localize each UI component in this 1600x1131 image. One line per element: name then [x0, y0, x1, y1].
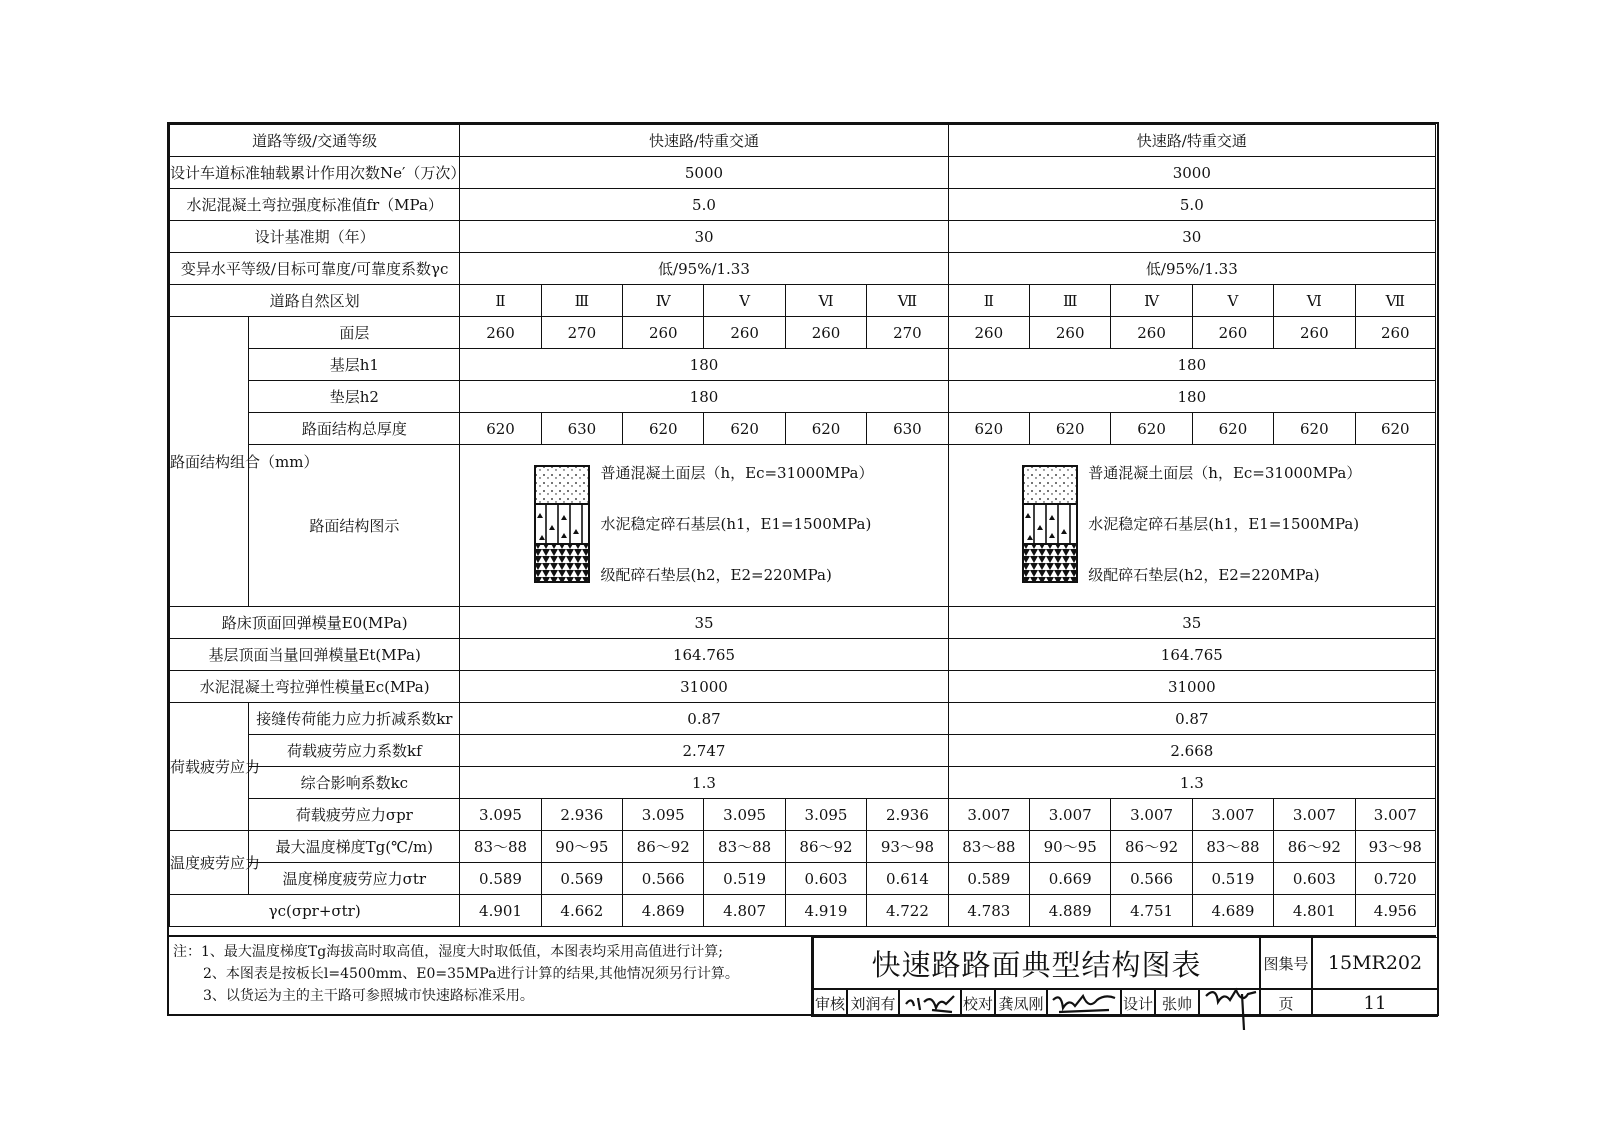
- str-value: 0.589: [460, 863, 541, 895]
- tg-value: 93～98: [867, 831, 948, 863]
- cushion-layer-row: [170, 381, 1436, 413]
- total-stress-label: γc(σpr+σtr): [170, 895, 460, 927]
- notes: [169, 937, 809, 1017]
- surface-thickness-value: 260: [460, 317, 541, 349]
- str-value: 0.566: [1111, 863, 1192, 895]
- structure-diagram-right: [948, 445, 1435, 607]
- subgrade-modulus-row-right: 35: [948, 607, 1435, 639]
- atlas-label: 图集号: [1260, 937, 1312, 989]
- spr-label: 荷载疲劳应力σpr: [249, 799, 460, 831]
- str-value: 0.519: [1192, 863, 1273, 895]
- structure-diagram-label: 路面结构图示: [249, 445, 460, 607]
- reviewer-name: 刘润有: [847, 989, 899, 1017]
- review-label: 审核: [813, 989, 847, 1017]
- spr-value: 3.007: [1355, 799, 1435, 831]
- designer-name: 张帅: [1155, 989, 1199, 1017]
- footer: [169, 935, 1436, 1017]
- subgrade-modulus-row-label: 路床顶面回弹模量E0(MPa): [170, 607, 460, 639]
- climate-zone-label: 道路自然区划: [170, 285, 460, 317]
- surface-thickness-value: 260: [1030, 317, 1111, 349]
- checker-name: 龚凤刚: [995, 989, 1047, 1017]
- total-thickness-label: 路面结构总厚度: [249, 413, 460, 445]
- total-thickness-value: 620: [1274, 413, 1355, 445]
- total-stress-value: 4.662: [541, 895, 622, 927]
- spr-row: [170, 799, 1436, 831]
- concrete-modulus-row-left: 31000: [460, 671, 948, 703]
- total-stress-value: 4.783: [948, 895, 1029, 927]
- climate-zone-value: Ⅳ: [1111, 285, 1192, 317]
- drawing-sheet: [167, 122, 1439, 1016]
- total-thickness-value: 620: [785, 413, 866, 445]
- kf-left: 2.747: [460, 735, 948, 767]
- axle-load-row-right: 3000: [948, 157, 1435, 189]
- total-stress-value: 4.751: [1111, 895, 1192, 927]
- surface-thickness-value: 260: [1111, 317, 1192, 349]
- total-stress-value: 4.869: [623, 895, 704, 927]
- total-thickness-value: 620: [623, 413, 704, 445]
- base-equivalent-modulus-row-left: 164.765: [460, 639, 948, 671]
- pavement-layers-icon: [534, 465, 590, 583]
- climate-zone-value: Ⅲ: [541, 285, 622, 317]
- flexural-strength-row-label: 水泥混凝土弯拉强度标准值fr（MPa）: [170, 189, 460, 221]
- layer-legend: [1022, 465, 1361, 583]
- legend-labels: [1088, 465, 1361, 583]
- note-3: 3、以货运为主的主干路可参照城市快速路标准采用。: [203, 988, 534, 1004]
- spr-value: 3.007: [1030, 799, 1111, 831]
- axle-load-row-left: 5000: [460, 157, 948, 189]
- pavement-layers-icon: [1022, 465, 1078, 583]
- base-equivalent-modulus-row: [170, 639, 1436, 671]
- legend-labels: [600, 465, 873, 583]
- total-thickness-value: 620: [948, 413, 1029, 445]
- surface-layer-row: [170, 317, 1436, 349]
- kr-right: 0.87: [948, 703, 1435, 735]
- temperature-fatigue-group-label: 温度疲劳应力: [170, 831, 249, 895]
- axle-load-row-label: 设计车道标准轴载累计作用次数Ne′（万次）: [170, 157, 460, 189]
- variation-level-row-left: 低/95%/1.33: [460, 253, 948, 285]
- climate-zone-value: Ⅵ: [1274, 285, 1355, 317]
- climate-zone-value: Ⅵ: [785, 285, 866, 317]
- tg-row: [170, 831, 1436, 863]
- climate-zone-value: Ⅴ: [704, 285, 785, 317]
- climate-zone-value: Ⅳ: [623, 285, 704, 317]
- design-period-row-label: 设计基准期（年）: [170, 221, 460, 253]
- flexural-strength-row-left: 5.0: [460, 189, 948, 221]
- legend-label: 级配碎石垫层(h2，E2=220MPa): [1088, 566, 1320, 584]
- climate-zone-value: Ⅱ: [460, 285, 541, 317]
- str-value: 0.720: [1355, 863, 1435, 895]
- concrete-modulus-row-right: 31000: [948, 671, 1435, 703]
- kr-left: 0.87: [460, 703, 948, 735]
- spr-value: 3.095: [785, 799, 866, 831]
- reviewer-signature: [899, 989, 961, 1017]
- total-stress-value: 4.901: [460, 895, 541, 927]
- total-stress-value: 4.689: [1192, 895, 1273, 927]
- total-thickness-value: 620: [1192, 413, 1273, 445]
- drawing-title: 快速路路面典型结构图表: [813, 937, 1260, 989]
- tg-value: 93～98: [1355, 831, 1435, 863]
- spr-value: 3.095: [623, 799, 704, 831]
- surface-thickness-value: 260: [1274, 317, 1355, 349]
- base-equivalent-modulus-row-label: 基层顶面当量回弹模量Et(MPa): [170, 639, 460, 671]
- total-stress-value: 4.722: [867, 895, 948, 927]
- total-thickness-value: 620: [460, 413, 541, 445]
- total-stress-row: [170, 895, 1436, 927]
- tg-label: 最大温度梯度Tg(℃/m): [249, 831, 460, 863]
- axle-load-row: [170, 157, 1436, 189]
- variation-level-row-right: 低/95%/1.33: [948, 253, 1435, 285]
- surface-thickness-value: 260: [704, 317, 785, 349]
- road-class-row-left: 快速路/特重交通: [460, 125, 948, 157]
- legend-label: 普通混凝土面层（h，Ec=31000MPa）: [600, 464, 874, 482]
- surface-thickness-value: 260: [623, 317, 704, 349]
- kc-row: [170, 767, 1436, 799]
- spr-value: 3.095: [704, 799, 785, 831]
- kf-right: 2.668: [948, 735, 1435, 767]
- base-layer-left: 180: [460, 349, 948, 381]
- str-label: 温度梯度疲劳应力σtr: [249, 863, 460, 895]
- total-thickness-value: 630: [541, 413, 622, 445]
- design-period-row-right: 30: [948, 221, 1435, 253]
- climate-zone-row: [170, 285, 1436, 317]
- legend-label: 普通混凝土面层（h，Ec=31000MPa）: [1088, 464, 1362, 482]
- spr-value: 2.936: [541, 799, 622, 831]
- spr-value: 3.007: [1192, 799, 1273, 831]
- road-class-row-label: 道路等级/交通等级: [170, 125, 460, 157]
- str-value: 0.603: [1274, 863, 1355, 895]
- base-layer-label: 基层h1: [249, 349, 460, 381]
- page-label: 页: [1260, 989, 1312, 1017]
- surface-thickness-value: 260: [785, 317, 866, 349]
- surface-thickness-value: 260: [1192, 317, 1273, 349]
- tg-value: 90～95: [1030, 831, 1111, 863]
- atlas-number: 15MR202: [1312, 937, 1438, 989]
- note-1: 注：1、最大温度梯度Tg海拔高时取高值，湿度大时取低值，本图表均采用高值进行计算;: [173, 944, 723, 960]
- road-class-row-right: 快速路/特重交通: [948, 125, 1435, 157]
- surface-thickness-value: 270: [541, 317, 622, 349]
- total-stress-value: 4.919: [785, 895, 866, 927]
- note-2: 2、本图表是按板长l=4500mm、E0=35MPa进行计算的结果,其他情况须另行计算。: [203, 966, 739, 982]
- tg-value: 86～92: [1111, 831, 1192, 863]
- total-thickness-value: 620: [704, 413, 785, 445]
- total-thickness-value: 620: [1111, 413, 1192, 445]
- str-value: 0.566: [623, 863, 704, 895]
- tg-value: 83～88: [1192, 831, 1273, 863]
- design-period-row-left: 30: [460, 221, 948, 253]
- tg-value: 83～88: [704, 831, 785, 863]
- surface-thickness-value: 260: [1355, 317, 1435, 349]
- layer-legend: [534, 465, 873, 583]
- kf-row: [170, 735, 1436, 767]
- flexural-strength-row-right: 5.0: [948, 189, 1435, 221]
- spr-value: 3.007: [1111, 799, 1192, 831]
- base-layer-row: [170, 349, 1436, 381]
- legend-label: 级配碎石垫层(h2，E2=220MPa): [600, 566, 832, 584]
- tg-value: 86～92: [623, 831, 704, 863]
- tg-value: 83～88: [460, 831, 541, 863]
- checker-signature: [1047, 989, 1121, 1017]
- climate-zone-value: Ⅴ: [1192, 285, 1273, 317]
- variation-level-row: [170, 253, 1436, 285]
- climate-zone-value: Ⅶ: [867, 285, 948, 317]
- structure-table: [169, 124, 1436, 927]
- total-stress-value: 4.956: [1355, 895, 1435, 927]
- total-stress-value: 4.889: [1030, 895, 1111, 927]
- str-value: 0.569: [541, 863, 622, 895]
- concrete-modulus-row: [170, 671, 1436, 703]
- structure-diagram-row: [170, 445, 1436, 607]
- concrete-modulus-row-label: 水泥混凝土弯拉弹性模量Ec(MPa): [170, 671, 460, 703]
- spr-value: 2.936: [867, 799, 948, 831]
- total-thickness-value: 630: [867, 413, 948, 445]
- subgrade-modulus-row: [170, 607, 1436, 639]
- total-stress-value: 4.801: [1274, 895, 1355, 927]
- str-value: 0.603: [785, 863, 866, 895]
- kr-row: [170, 703, 1436, 735]
- climate-zone-value: Ⅲ: [1030, 285, 1111, 317]
- tg-value: 83～88: [948, 831, 1029, 863]
- str-row: [170, 863, 1436, 895]
- surface-layer-label: 面层: [249, 317, 460, 349]
- surface-thickness-value: 260: [948, 317, 1029, 349]
- total-thickness-row: [170, 413, 1436, 445]
- base-equivalent-modulus-row-right: 164.765: [948, 639, 1435, 671]
- spr-value: 3.007: [948, 799, 1029, 831]
- legend-label: 水泥稳定碎石基层(h1，E1=1500MPa): [1088, 515, 1360, 533]
- str-value: 0.614: [867, 863, 948, 895]
- total-stress-value: 4.807: [704, 895, 785, 927]
- spr-value: 3.095: [460, 799, 541, 831]
- tg-value: 86～92: [1274, 831, 1355, 863]
- climate-zone-value: Ⅱ: [948, 285, 1029, 317]
- cushion-layer-right: 180: [948, 381, 1435, 413]
- road-class-row: [170, 125, 1436, 157]
- spr-value: 3.007: [1274, 799, 1355, 831]
- str-value: 0.589: [948, 863, 1029, 895]
- str-value: 0.519: [704, 863, 785, 895]
- check-label: 校对: [961, 989, 995, 1017]
- cushion-layer-label: 垫层h2: [249, 381, 460, 413]
- structure-diagram-left: [460, 445, 948, 607]
- designer-signature: [1199, 989, 1260, 1017]
- page-number: 11: [1312, 989, 1438, 1017]
- design-period-row: [170, 221, 1436, 253]
- design-label: 设计: [1121, 989, 1155, 1017]
- tg-value: 86～92: [785, 831, 866, 863]
- tg-value: 90～95: [541, 831, 622, 863]
- load-fatigue-group-label: 荷载疲劳应力: [170, 703, 249, 831]
- surface-thickness-value: 270: [867, 317, 948, 349]
- subgrade-modulus-row-left: 35: [460, 607, 948, 639]
- base-layer-right: 180: [948, 349, 1435, 381]
- climate-zone-value: Ⅶ: [1355, 285, 1435, 317]
- str-value: 0.669: [1030, 863, 1111, 895]
- kr-label: 接缝传荷能力应力折减系数kr: [249, 703, 460, 735]
- kc-right: 1.3: [948, 767, 1435, 799]
- cushion-layer-left: 180: [460, 381, 948, 413]
- legend-label: 水泥稳定碎石基层(h1，E1=1500MPa): [600, 515, 872, 533]
- kc-label: 综合影响系数kc: [249, 767, 460, 799]
- total-thickness-value: 620: [1030, 413, 1111, 445]
- kf-label: 荷载疲劳应力系数kf: [249, 735, 460, 767]
- title-block: [811, 937, 1438, 1017]
- total-thickness-value: 620: [1355, 413, 1435, 445]
- structure-group-label: 路面结构组合（mm）: [170, 317, 249, 607]
- kc-left: 1.3: [460, 767, 948, 799]
- variation-level-row-label: 变异水平等级/目标可靠度/可靠度系数γc: [170, 253, 460, 285]
- flexural-strength-row: [170, 189, 1436, 221]
